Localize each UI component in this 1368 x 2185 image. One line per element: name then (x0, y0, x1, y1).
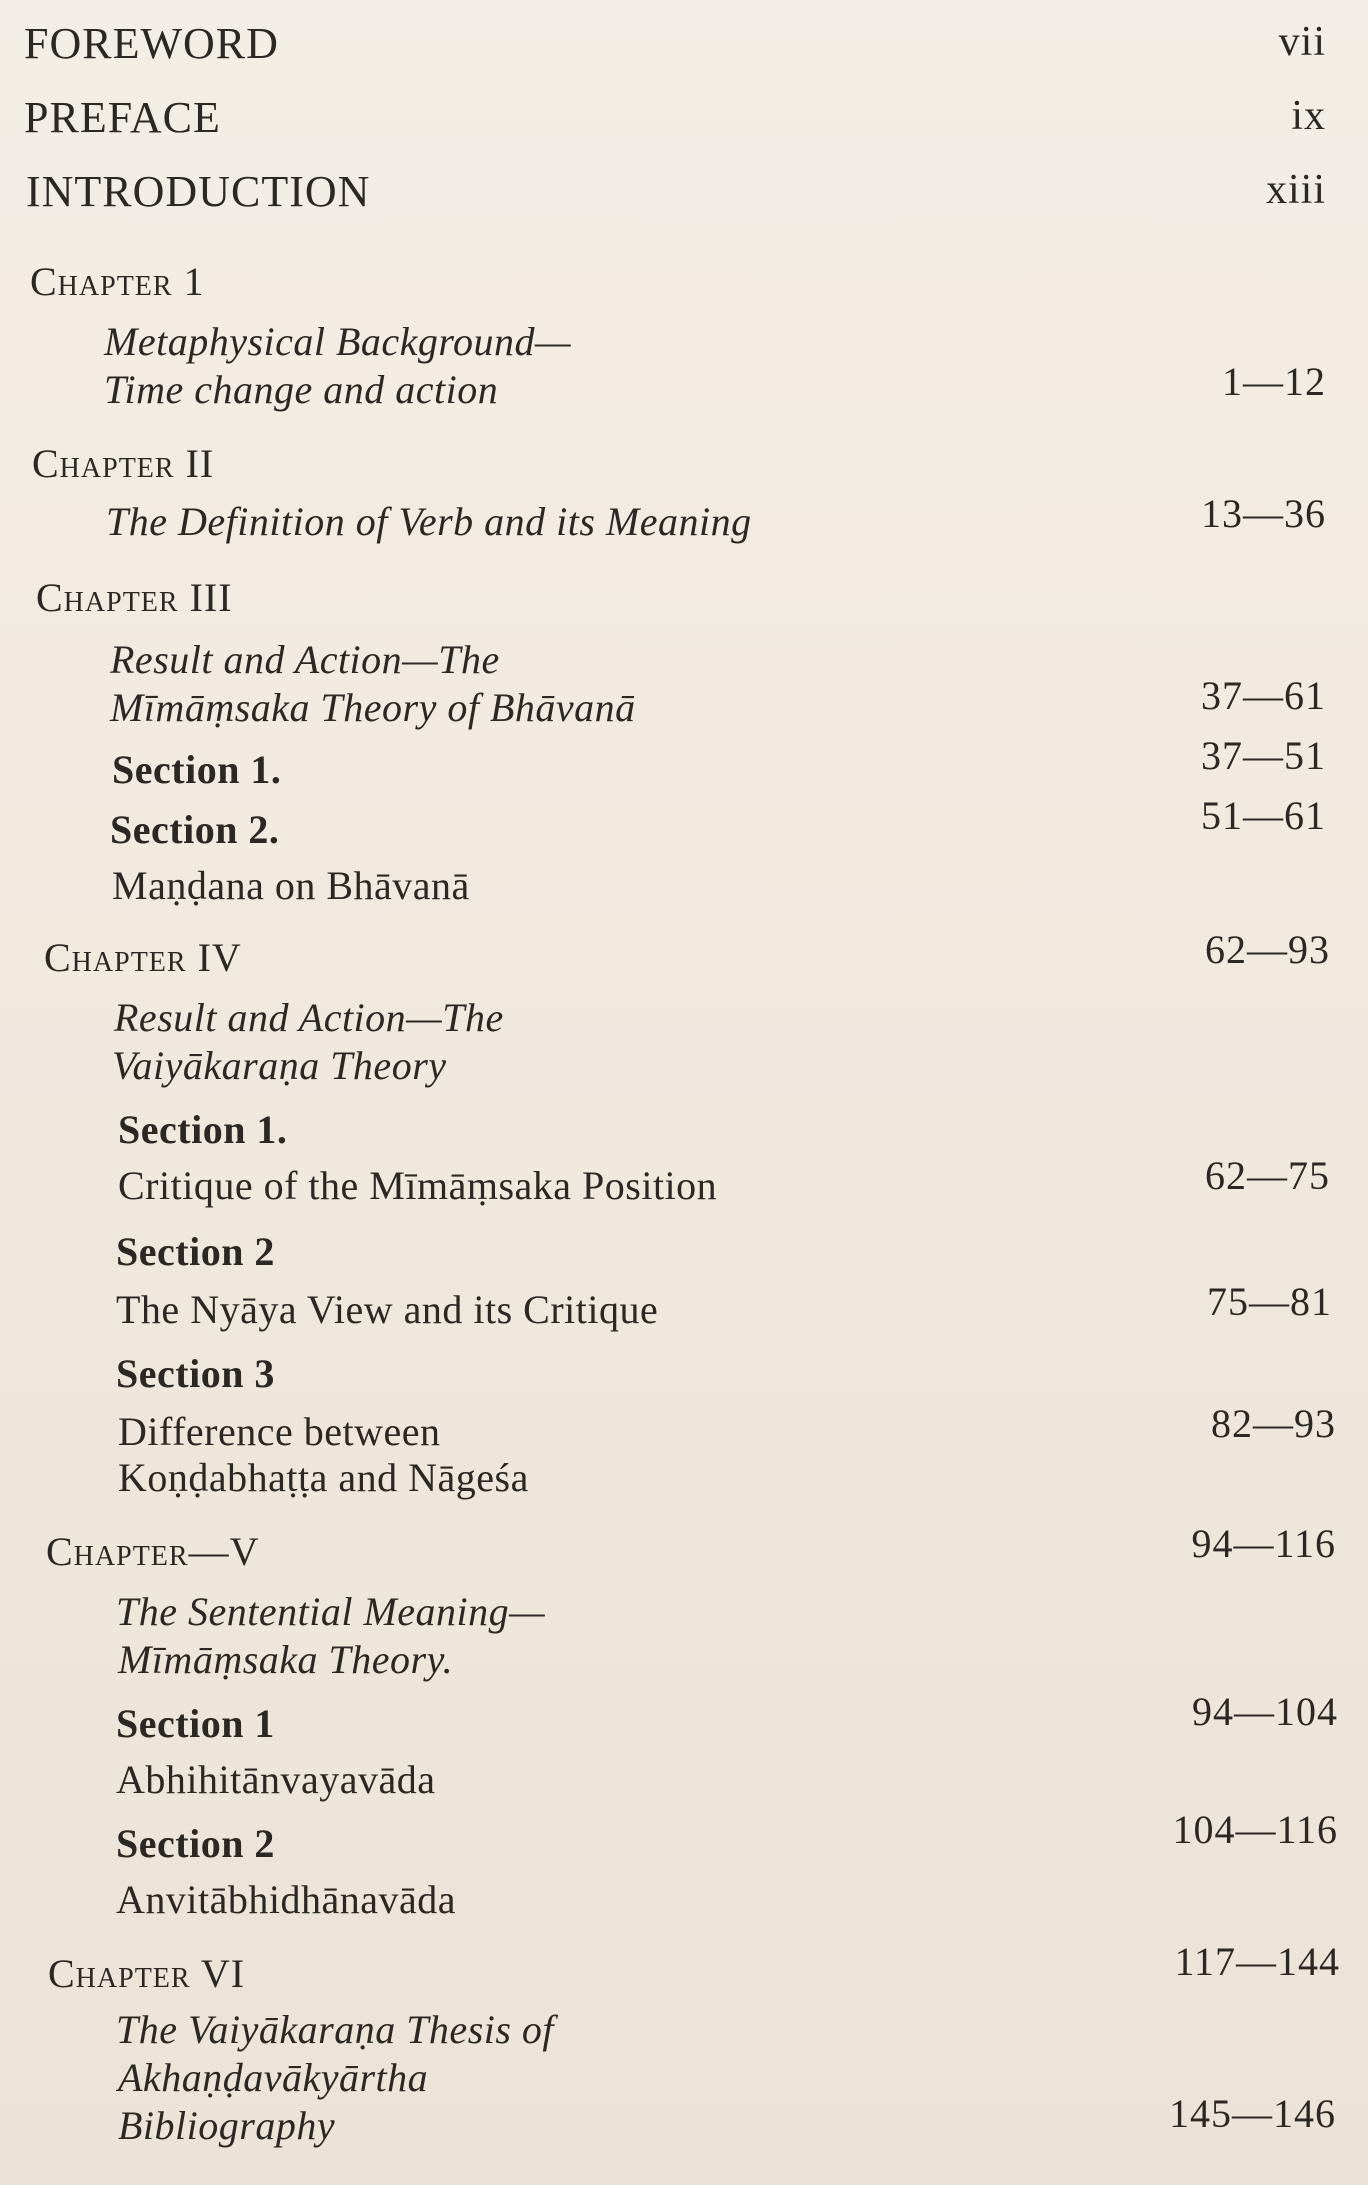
chapter-1-title-line1: Metaphysical Background— (104, 319, 572, 364)
chapter-3-pages: 37—61 (1201, 673, 1326, 718)
chapter-3-title-line1: Result and Action—The (110, 637, 500, 682)
chapter-4-section-1-pages: 62—75 (1205, 1153, 1330, 1198)
chapter-2-heading: Chapter II (32, 441, 215, 486)
chapter-3-title-line2: Mīmāṃsaka Theory of Bhāvanā (110, 685, 636, 730)
chapter-6-heading: Chapter VI (48, 1951, 246, 1996)
toc-introduction-page: xiii (1265, 167, 1326, 213)
chapter-4-title-line1: Result and Action—The (114, 995, 504, 1040)
bibliography-pages: 145—146 (1169, 2091, 1336, 2136)
chapter-4-section-3-pages: 82—93 (1211, 1401, 1336, 1446)
chapter-5-section-1-title: Abhihitānvayavāda (116, 1757, 436, 1802)
chapter-4-section-2-pages: 75—81 (1207, 1279, 1332, 1324)
toc-introduction: INTRODUCTION (26, 167, 371, 216)
chapter-3-section-1-label: Section 1. (112, 747, 282, 792)
chapter-5-title-line2: Mīmāṃsaka Theory. (118, 1637, 454, 1682)
toc-preface: PREFACE (24, 93, 221, 142)
toc-foreword: FOREWORD (24, 19, 279, 68)
chapter-4-pages: 62—93 (1205, 927, 1330, 972)
chapter-4-title-line2: Vaiyākaraṇa Theory (112, 1043, 447, 1088)
chapter-3-section-2-label: Section 2. (110, 807, 280, 852)
chapter-4-section-2-label: Section 2 (116, 1229, 275, 1274)
chapter-4-section-1-title: Critique of the Mīmāṃsaka Position (118, 1163, 718, 1208)
chapter-4-section-1-label: Section 1. (118, 1107, 288, 1152)
chapter-3-section-1-pages: 37—51 (1201, 733, 1326, 778)
chapter-4-section-3-label: Section 3 (116, 1351, 275, 1396)
chapter-6-title-line1: The Vaiyākaraṇa Thesis of (116, 2007, 555, 2052)
chapter-5-heading: Chapter—V (46, 1529, 260, 1574)
chapter-5-section-2-title: Anvitābhidhānavāda (116, 1877, 456, 1922)
chapter-2-pages: 13—36 (1201, 491, 1326, 536)
chapter-5-section-1-label: Section 1 (116, 1701, 275, 1746)
chapter-4-section-3-title-line2: Koṇḍabhaṭṭa and Nāgeśa (118, 1455, 529, 1500)
chapter-1-title-line2: Time change and action (104, 367, 499, 412)
chapter-3-section-2-title: Maṇḍana on Bhāvanā (112, 863, 470, 908)
chapter-4-section-2-title: The Nyāya View and its Critique (116, 1287, 659, 1332)
chapter-6-title-line2: Akhaṇḍavākyārtha (118, 2055, 429, 2100)
chapter-5-pages: 94—116 (1191, 1521, 1336, 1566)
chapter-5-section-1-pages: 94—104 (1192, 1689, 1338, 1734)
toc-foreword-page: vii (1278, 19, 1326, 65)
toc-preface-page: ix (1291, 93, 1326, 139)
chapter-4-heading: Chapter IV (44, 935, 242, 980)
chapter-3-section-2-pages: 51—61 (1201, 793, 1326, 838)
chapter-2-title: The Definition of Verb and its Meaning (106, 499, 752, 544)
chapter-4-section-3-title-line1: Difference between (118, 1409, 441, 1454)
chapter-1-pages: 1—12 (1222, 359, 1326, 404)
chapter-3-heading: Chapter III (36, 575, 233, 620)
chapter-5-section-2-pages: 104—116 (1172, 1807, 1338, 1852)
chapter-5-section-2-label: Section 2 (116, 1821, 275, 1866)
chapter-1-heading: Chapter 1 (30, 259, 205, 304)
chapter-5-title-line1: The Sentential Meaning— (116, 1589, 546, 1634)
chapter-6-pages: 117—144 (1174, 1939, 1340, 1984)
bibliography-label: Bibliography (118, 2103, 336, 2148)
